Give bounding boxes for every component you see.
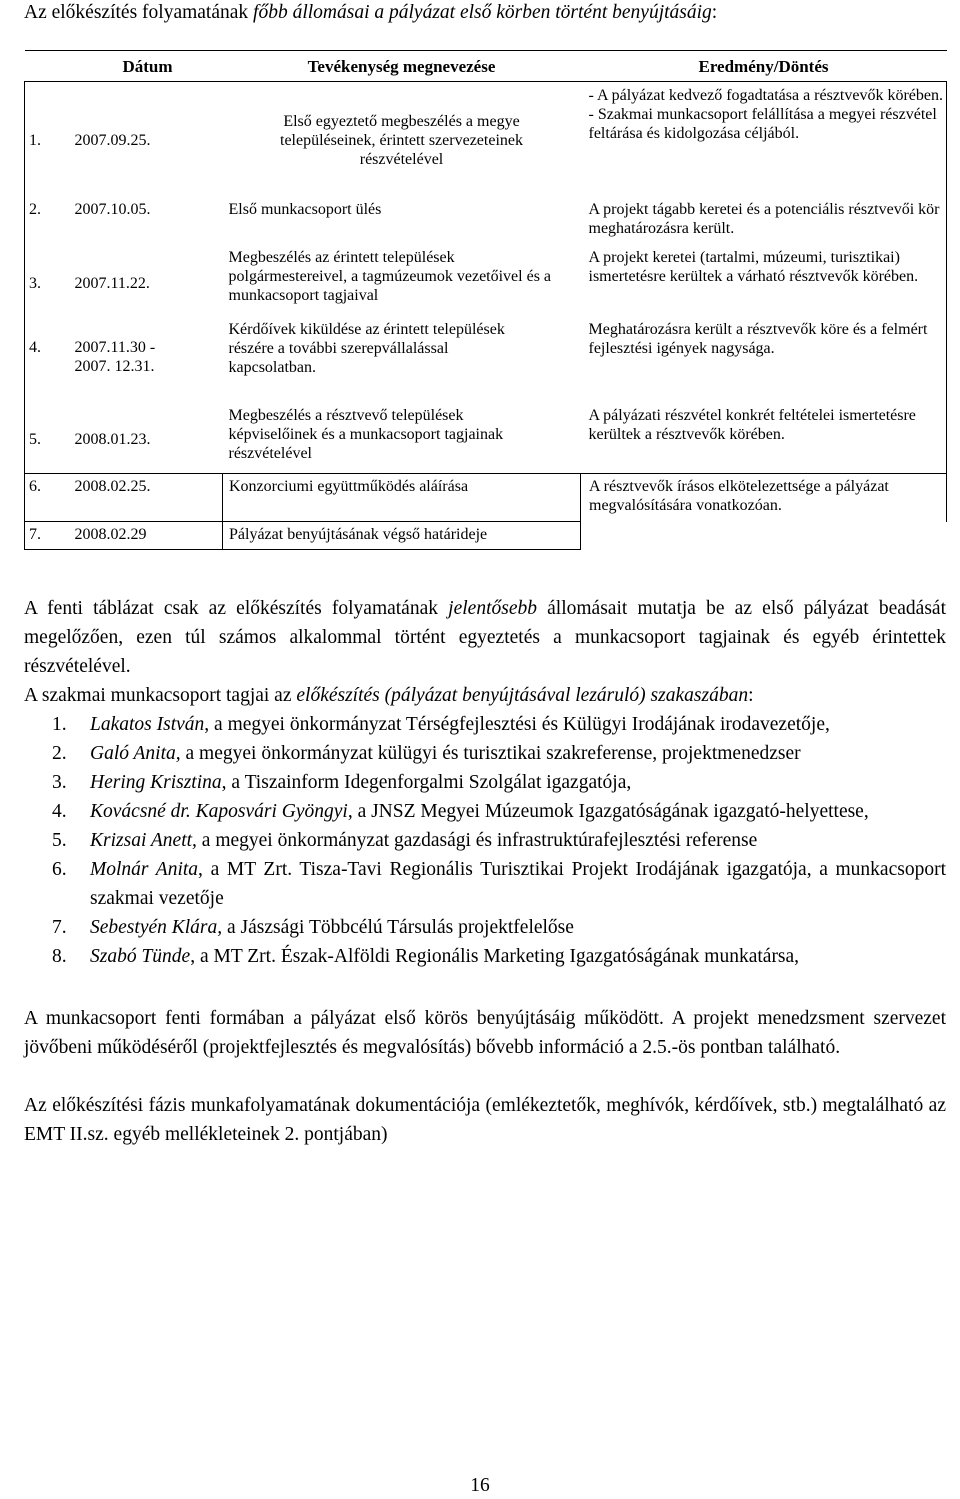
member-name: Kovácsné dr. Kaposvári Gyöngyi	[90, 801, 348, 822]
table-header-row	[25, 51, 947, 82]
member-role: , a JNSZ Megyei Múzeumok Igazgatóságának igazgató-helyettese,	[347, 801, 869, 822]
member-role: , a Tiszainform Idegenforgalmi Szolgálat igazgatója,	[221, 772, 632, 793]
section-heading	[24, 0, 717, 26]
list-item-number: 5.	[52, 830, 67, 851]
paragraph-documentation: Az előkészítési fázis munkafolyamatának dokumentációja (emlékeztetők, meghívók, kérdőívek, stb.) megtalálható az EMT II.sz. egyéb mellékleteinek 2. pontjában)	[24, 1095, 946, 1145]
row-number: 4.	[25, 320, 73, 406]
row-result	[581, 82, 947, 200]
heading-text-before: Az előkészítés folyamatának	[24, 2, 254, 23]
list-item	[52, 768, 946, 797]
col-header-activity: Tevékenység megnevezése	[223, 51, 581, 82]
page-number: 16	[470, 1475, 490, 1496]
member-list	[24, 710, 946, 971]
paragraph-workgroup: A munkacsoport fenti formában a pályázat első körös benyújtásáig működött. A projekt menedzsment szervezet jövőbeni működéséről (projektfejlesztés és megvalósítás) bővebb információ a 2.5.-ös pontban található.	[24, 1008, 946, 1058]
row-result: Meghatározásra került a résztvevők köre és a felmért fejlesztési igények nagysága.	[581, 320, 947, 406]
list-item-number: 8.	[52, 946, 67, 967]
member-role: a megyei önkormányzat gazdasági és infrastruktúrafejlesztési referense	[196, 830, 758, 851]
list-item-number: 4.	[52, 801, 67, 822]
table-row	[25, 248, 947, 320]
member-role: , a MT Zrt. Tisza-Tavi Regionális Turisztikai Projekt Irodájának igazgatója, a munkacsoport szakmai vezetője	[90, 859, 946, 909]
para1-after: állomásait mutatja be az első pályázat beadását megelőzően, ezen túl számos alkalommal történt egyeztetés a munkacsoport tagjainak és egyéb érintettek részvételével.	[24, 598, 946, 677]
list-item-number: 1.	[52, 714, 67, 735]
list-item-number: 7.	[52, 917, 67, 938]
row-result: A pályázati részvétel konkrét feltételei ismertetésre kerültek a résztvevők körében.	[581, 406, 947, 474]
table-row	[25, 82, 947, 200]
para1-emphasis: jelentősebb	[448, 598, 537, 619]
row-activity: Megbeszélés a résztvevő települések képviselőinek és a munkacsoport tagjainak részvételével	[228, 406, 504, 462]
row-date: 2008.01.23.	[74, 430, 151, 448]
member-role: a megyei önkormányzat külügyi és turisztikai szakreferense, projektmenedzser	[180, 743, 801, 764]
row-number: 1.	[25, 82, 73, 200]
member-name: Hering Krisztina	[90, 772, 222, 793]
row-number: 3.	[25, 248, 73, 320]
row-date: 2008.02.25.	[73, 474, 223, 522]
row-number: 6.	[25, 474, 73, 522]
row-result: A projekt keretei (tartalmi, múzeumi, turisztikai) ismertetésre kerültek a várható résztvevők körében.	[581, 248, 947, 320]
list-item	[52, 739, 946, 768]
heading-text-emphasis: főbb állomásai a pályázat első körben történt benyújtásáig	[253, 2, 712, 23]
list-item	[52, 855, 946, 913]
paragraph-members-intro	[24, 681, 946, 710]
para2-emphasis: előkészítés (pályázat benyújtásával lezáruló) szakaszában	[296, 685, 749, 706]
row-activity: Első munkacsoport ülés	[228, 200, 382, 218]
col-header-result: Eredmény/Döntés	[581, 51, 947, 82]
member-name: Krizsai Anett,	[90, 830, 197, 851]
member-role: , a MT Zrt. Észak-Alföldi Regionális Marketing Igazgatóságának munkatársa,	[190, 946, 800, 967]
body-text	[24, 594, 946, 1149]
row-activity: Első egyeztető megbeszélés a megye településeinek, érintett szervezeteinek részvételével	[223, 82, 581, 200]
list-item	[52, 942, 946, 971]
col-header-date: Dátum	[73, 51, 223, 82]
table-row	[25, 406, 947, 474]
member-name: Lakatos István	[90, 714, 205, 735]
table-row	[25, 474, 947, 522]
list-item	[52, 797, 946, 826]
row-result	[581, 522, 947, 550]
table-row	[25, 320, 947, 406]
row-date: 2007.09.25.	[73, 82, 223, 200]
row-result-line: - A pályázat kedvező fogadtatása a résztvevők körében.	[588, 87, 944, 104]
row-date: 2007.11.30 - 2007. 12.31.	[74, 338, 156, 375]
member-name: Szabó Tünde	[90, 946, 191, 967]
row-activity: Kérdőívek kiküldése az érintett települések részére a további szerepvállalással kapcsolatban.	[228, 320, 505, 376]
row-result: A projekt tágabb keretei és a potenciális résztvevői kör meghatározásra került.	[581, 200, 947, 248]
row-number: 7.	[25, 522, 73, 550]
row-activity: Konzorciumi együttműködés aláírása	[223, 474, 581, 522]
list-item-number: 3.	[52, 772, 67, 793]
row-date: 2007.10.05.	[74, 200, 151, 218]
para1-before: A fenti táblázat csak az előkészítés folyamatának	[24, 598, 449, 619]
row-activity: Megbeszélés az érintett települések polgármestereivel, a tagmúzeumok vezetőivel és a munkacsoport tagjaival	[228, 248, 552, 304]
para2-before: A szakmai munkacsoport tagjai az	[24, 685, 297, 706]
row-number: 5.	[25, 406, 73, 474]
para2-after: :	[748, 685, 754, 706]
member-name: Molnár Anita	[90, 859, 199, 880]
member-role: a Jászsági Többcélú Társulás projektfelelőse	[222, 917, 574, 938]
table-row	[25, 200, 947, 248]
list-item	[52, 913, 946, 942]
row-activity: Pályázat benyújtásának végső határideje	[223, 522, 581, 550]
list-item-number: 2.	[52, 743, 67, 764]
member-name: Sebestyén Klára,	[90, 917, 223, 938]
list-item	[52, 826, 946, 855]
row-date: 2008.02.29	[73, 522, 223, 550]
paragraph-intro	[24, 594, 946, 681]
row-number: 2.	[25, 200, 73, 248]
row-result-line: - Szakmai munkacsoport felállítása a megyei részvétel feltárása és kidolgozása céljából.	[588, 106, 937, 142]
row-result: A résztvevők írásos elkötelezettsége a pályázat megvalósítására vonatkozóan.	[581, 474, 947, 522]
list-item	[52, 710, 946, 739]
row-date: 2007.11.22.	[74, 275, 150, 292]
heading-text-after: :	[711, 2, 718, 23]
table-row	[25, 522, 947, 550]
timeline-table	[24, 50, 947, 550]
list-item-number: 6.	[52, 859, 67, 880]
member-name: Galó Anita,	[90, 743, 181, 764]
member-role: , a megyei önkormányzat Térségfejlesztési és Külügyi Irodájának irodavezetője,	[204, 714, 830, 735]
